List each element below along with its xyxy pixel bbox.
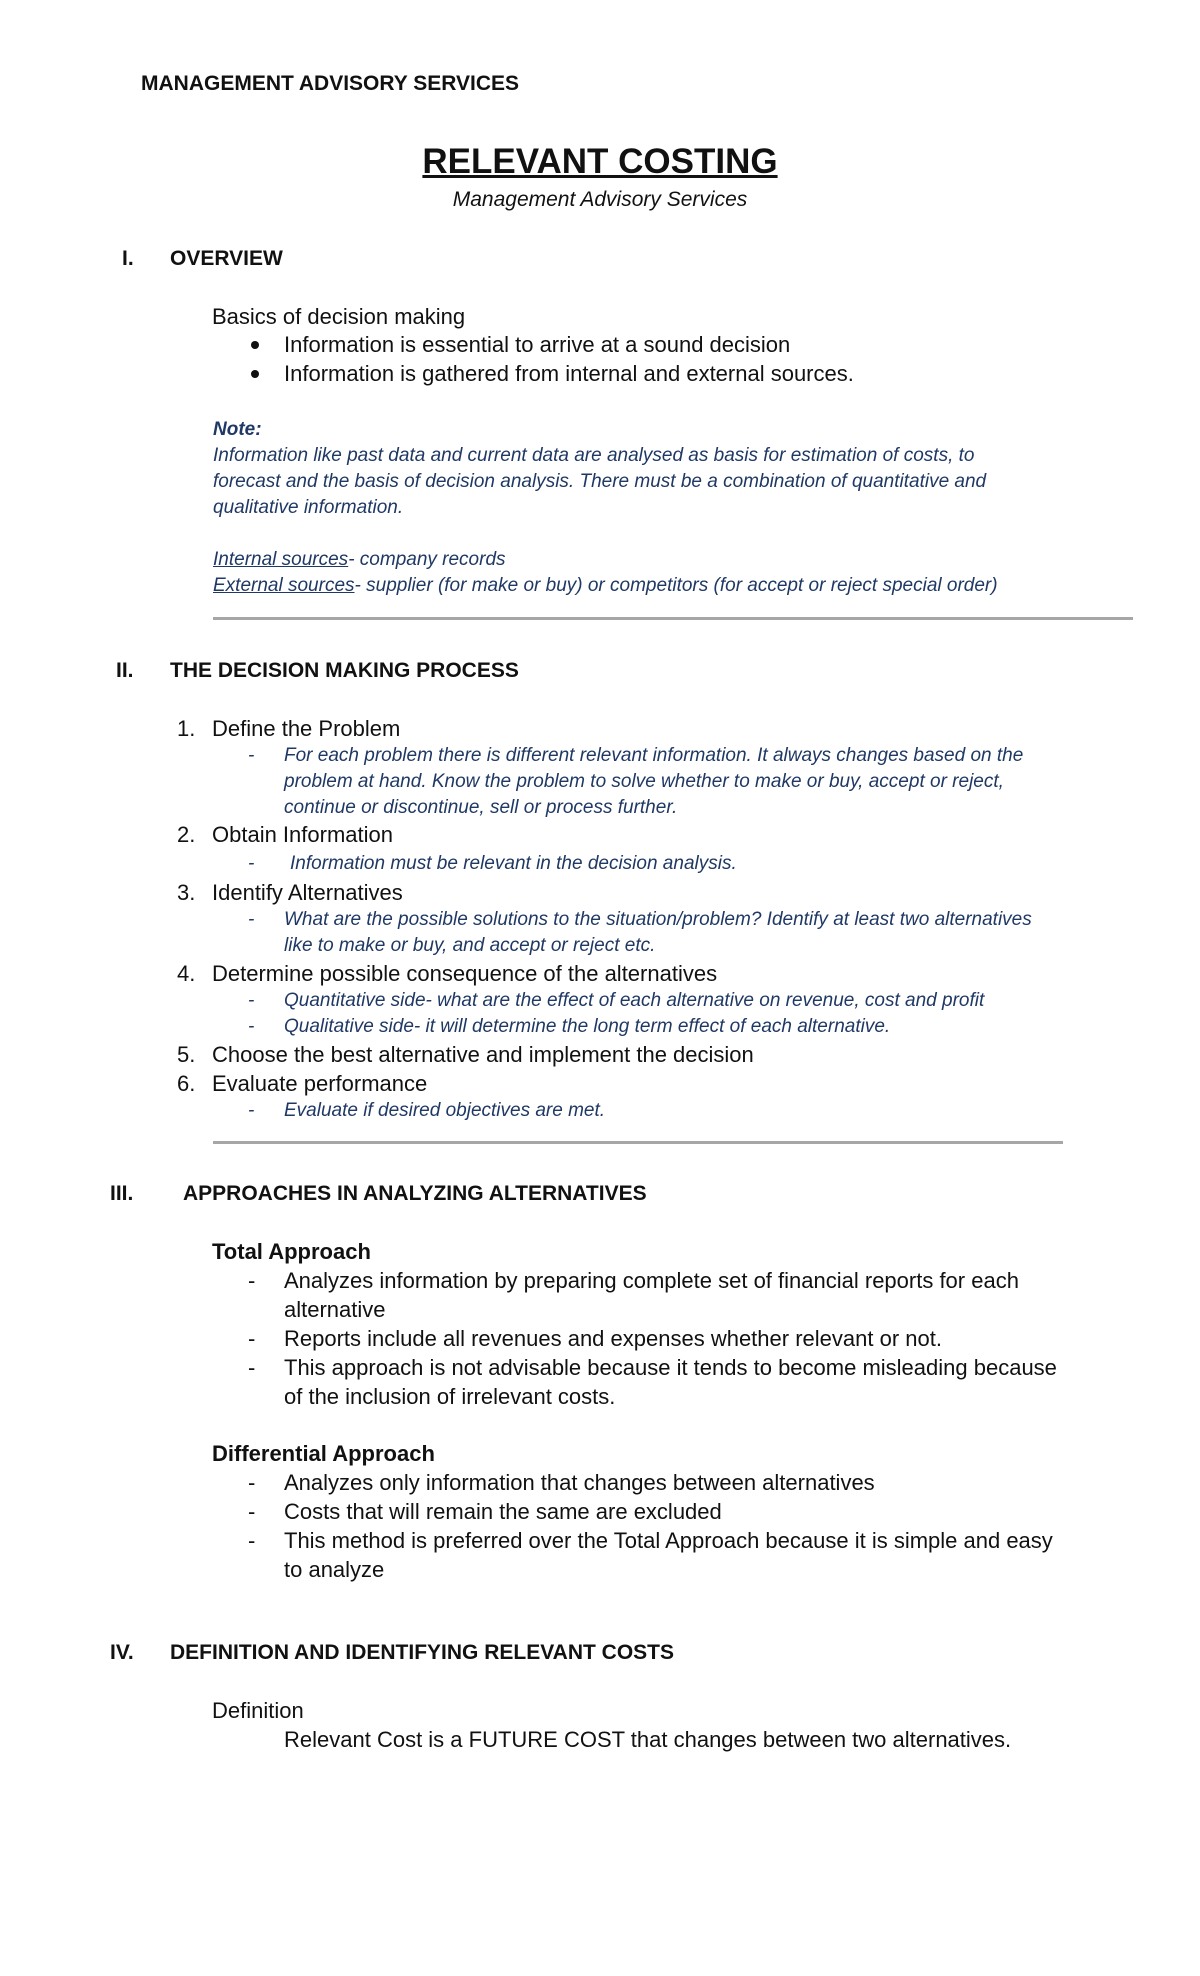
step-label: Choose the best alternative and implement the decision <box>212 1042 754 1067</box>
section-number: III. <box>110 1182 134 1205</box>
internal-sources-label: Internal sources <box>213 549 349 570</box>
step-note: For each problem there is different relevant information. It always changes based on the <box>284 745 1024 766</box>
dash-marker: - <box>248 909 255 930</box>
section-heading-overview: OVERVIEW <box>170 247 283 270</box>
dash-marker: - <box>248 853 255 874</box>
dash-marker: - <box>248 1470 256 1495</box>
list-item: Analyzes only information that changes between alternatives <box>284 1470 875 1495</box>
step-note: like to make or buy, and accept or reject etc. <box>284 935 656 956</box>
step-label: Determine possible consequence of the alternatives <box>212 961 718 986</box>
total-approach-title: Total Approach <box>212 1239 371 1264</box>
list-item: alternative <box>284 1297 386 1322</box>
differential-approach-title: Differential Approach <box>212 1441 435 1466</box>
section-number: IV. <box>110 1641 134 1664</box>
step-note: Evaluate if desired objectives are met. <box>284 1100 606 1121</box>
note-label: Note: <box>213 419 262 440</box>
step-number: 6. <box>177 1071 196 1096</box>
dash-marker: - <box>248 1528 256 1553</box>
bullet-icon <box>251 341 259 349</box>
list-item: Information is essential to arrive at a sound decision <box>284 332 791 357</box>
list-item: Information is gathered from internal and external sources. <box>284 361 854 386</box>
note-line: forecast and the basis of decision analysis. There must be a combination of quantitative and <box>213 471 987 492</box>
external-sources-label: External sources <box>213 575 355 596</box>
list-item: to analyze <box>284 1557 385 1582</box>
bullet-icon <box>251 370 259 378</box>
definition-text: Relevant Cost is a FUTURE COST that changes between two alternatives. <box>284 1727 1012 1752</box>
list-item: of the inclusion of irrelevant costs. <box>284 1384 616 1409</box>
dash-marker: - <box>248 1355 256 1380</box>
dash-marker: - <box>248 1326 256 1351</box>
section-divider <box>213 1141 1063 1144</box>
internal-sources-line <box>213 549 506 571</box>
dash-marker: - <box>248 1016 255 1037</box>
step-note: Qualitative side- it will determine the long term effect of each alternative. <box>284 1016 891 1037</box>
note-line: qualitative information. <box>213 497 404 518</box>
step-note: Quantitative side- what are the effect of each alternative on revenue, cost and profit <box>284 990 985 1011</box>
definition-label: Definition <box>212 1698 304 1723</box>
step-number: 5. <box>177 1042 196 1067</box>
dash-marker: - <box>248 745 255 766</box>
external-sources-line <box>213 575 998 597</box>
step-note: problem at hand. Know the problem to solve whether to make or buy, accept or reject, <box>284 771 1004 792</box>
note-line: Information like past data and current data are analysed as basis for estimation of costs, to <box>213 445 975 466</box>
section-number: II. <box>116 659 134 682</box>
dash-marker: - <box>248 990 255 1011</box>
list-item: This method is preferred over the Total Approach because it is simple and easy <box>284 1528 1053 1553</box>
document-header: MANAGEMENT ADVISORY SERVICES <box>141 72 520 95</box>
page-title: RELEVANT COSTING <box>422 142 778 181</box>
step-number: 2. <box>177 822 196 847</box>
step-number: 1. <box>177 716 196 741</box>
step-label: Define the Problem <box>212 716 401 741</box>
dash-marker: - <box>248 1268 256 1293</box>
external-sources-text: - supplier (for make or buy) or competitors (for accept or reject special order) <box>354 575 998 596</box>
dash-marker: - <box>248 1499 256 1524</box>
list-item: Reports include all revenues and expenses whether relevant or not. <box>284 1326 942 1351</box>
step-label: Identify Alternatives <box>212 880 403 905</box>
list-item: Costs that will remain the same are excluded <box>284 1499 722 1524</box>
page-subtitle: Management Advisory Services <box>452 188 748 211</box>
step-label: Obtain Information <box>212 822 393 847</box>
section-number: I. <box>122 247 134 270</box>
internal-sources-text: - company records <box>348 549 506 570</box>
section-heading-process: THE DECISION MAKING PROCESS <box>170 659 519 682</box>
dash-marker: - <box>248 1100 255 1121</box>
list-item: Analyzes information by preparing complete set of financial reports for each <box>284 1268 1019 1293</box>
section-heading-definition: DEFINITION AND IDENTIFYING RELEVANT COSTS <box>170 1641 675 1664</box>
section-divider <box>213 617 1133 620</box>
step-note: continue or discontinue, sell or process further. <box>284 797 678 818</box>
list-item: This approach is not advisable because it tends to become misleading because <box>284 1355 1057 1380</box>
basics-heading: Basics of decision making <box>212 304 466 329</box>
step-number: 3. <box>177 880 196 905</box>
section-heading-approaches: APPROACHES IN ANALYZING ALTERNATIVES <box>183 1182 647 1205</box>
step-note: Information must be relevant in the decision analysis. <box>290 853 737 874</box>
step-label: Evaluate performance <box>212 1071 428 1096</box>
step-number: 4. <box>177 961 196 986</box>
step-note: What are the possible solutions to the situation/problem? Identify at least two alternatives <box>284 909 1032 930</box>
